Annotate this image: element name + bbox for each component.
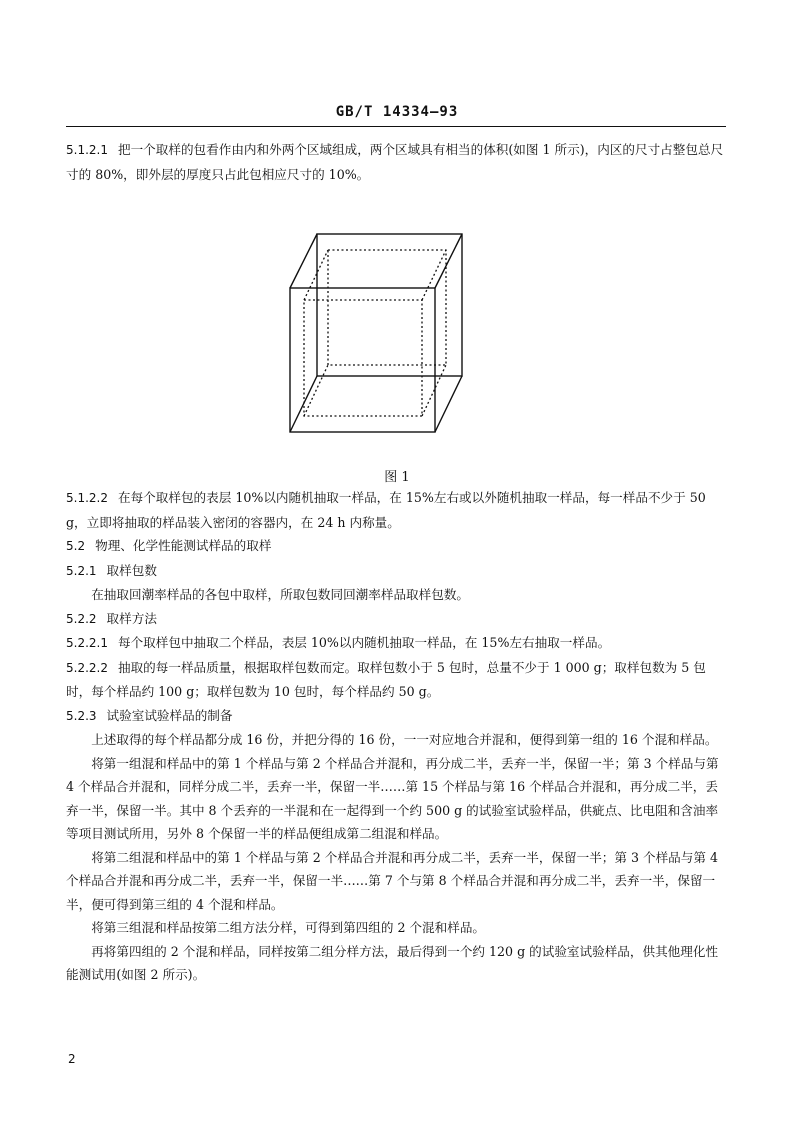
para-5-2-3-1: 上述取得的每个样品都分成 16 份，并把分得的 16 份，一一对应地合并混和，便得到第一组的 16 个混和样品。 (91, 732, 718, 747)
para-5-2-1: 在抽取回潮率样品的各包中取样，所取包数同回潮率样品取样包数。 (91, 587, 469, 602)
heading-5-2-2 (66, 607, 726, 632)
para-5-1-2-1 (66, 138, 726, 186)
section-title: 试验室试验样品的制备 (106, 707, 233, 723)
section-number: 5.2.1 (66, 563, 97, 578)
heading-5-2 (66, 534, 726, 559)
section-text: 每个取样包中抽取二个样品，表层 10%以内随机抽取一样品，在 15%左右抽取一样品。 (117, 635, 611, 650)
section-number: 5.2 (66, 539, 86, 553)
inner-cube (304, 250, 446, 416)
section-text: 抽取的每一样品质量，根据取样包数而定。取样包数小于 5 包时，总量不少于 1 000 g；取样包数为 5 包时，每个样品约 100 g；取样包数为 10 包时，每个样品约 50 g。 (66, 659, 706, 699)
section-number: 5.1.2.1 (66, 143, 108, 157)
para-5-2-3-4: 将第三组混和样品按第二组方法分样，可得到第四组的 2 个混和样品。 (91, 920, 486, 935)
para-5-2-2-1 (66, 631, 726, 656)
section-number: 5.2.2.1 (66, 636, 108, 650)
para-5-2-2-2 (66, 656, 726, 704)
cube-figure (280, 222, 470, 442)
para-5-2-3-5: 再将第四组的 2 个混和样品，同样按第二组分样方法，最后得到一个约 120 g 的试验室试验样品，供其他理化性能测试用(如图 2 所示)。 (66, 943, 719, 982)
outer-cube (290, 234, 462, 432)
intro-section (66, 138, 726, 186)
heading-5-2-1 (66, 559, 726, 584)
section-number: 5.2.2.2 (66, 660, 108, 675)
section-title: 物理、化学性能测试样品的取样 (95, 538, 272, 553)
section-text: 在每个取样包的表层 10%以内随机抽取一样品，在 15%左右或以外随机抽取一样品，每一样品不少于 50 g，立即将抽取的样品装入密闭的容器内，在 24 h 内称量。 (66, 490, 706, 530)
page-header: GB/T 14334—93 (335, 104, 459, 120)
section-title: 取样包数 (106, 562, 157, 578)
header-rule (66, 126, 726, 127)
heading-5-2-3 (66, 704, 726, 729)
section-number: 5.1.2.2 (66, 491, 108, 505)
main-body (66, 486, 726, 987)
section-text: 把一个取样的包看作由内和外两个区域组成，两个区域具有相当的体积(如图 1 所示)，内区的尺寸占整包总尺寸的 80%，即外层的厚度只占此包相应尺寸的 10%。 (66, 142, 724, 182)
section-number: 5.2.2 (66, 611, 97, 626)
section-number: 5.2.3 (66, 708, 97, 723)
para-5-1-2-2 (66, 486, 726, 534)
page-number: 2 (68, 1052, 76, 1066)
section-title: 取样方法 (106, 610, 157, 626)
figure-caption: 图 1 (384, 470, 410, 485)
para-5-2-3-3: 将第二组混和样品中的第 1 个样品与第 2 个样品合并混和再分成二半，丢弃一半，保留一半；第 3 个样品与第 4 个样品合并混和再分成二半，丢弃一半，保留一半……第 7 个与第 8 个样品合并混和再分成二半，丢弃一半，保留一半，便可得到第三组的 4 个混和样品。 (66, 849, 718, 912)
para-5-2-3-2: 将第一组混和样品中的第 1 个样品与第 2 个样品合并混和，再分成二半，丢弃一半，保留一半；第 3 个样品与第 4 个样品合并混和，同样分成二半，丢弃一半，保留一半……第 15 个样品与第 16 个样品合并混和，再分成二半，丢弃一半，保留一半。其中 8 个丢弃的一半混和在一起得到一个约 500 g 的试验室试验样品，供疵点、比电阻和含油率等项目测试所用，另外 8 个保留一半的样品便组成第二组混和样品。 (66, 755, 719, 841)
